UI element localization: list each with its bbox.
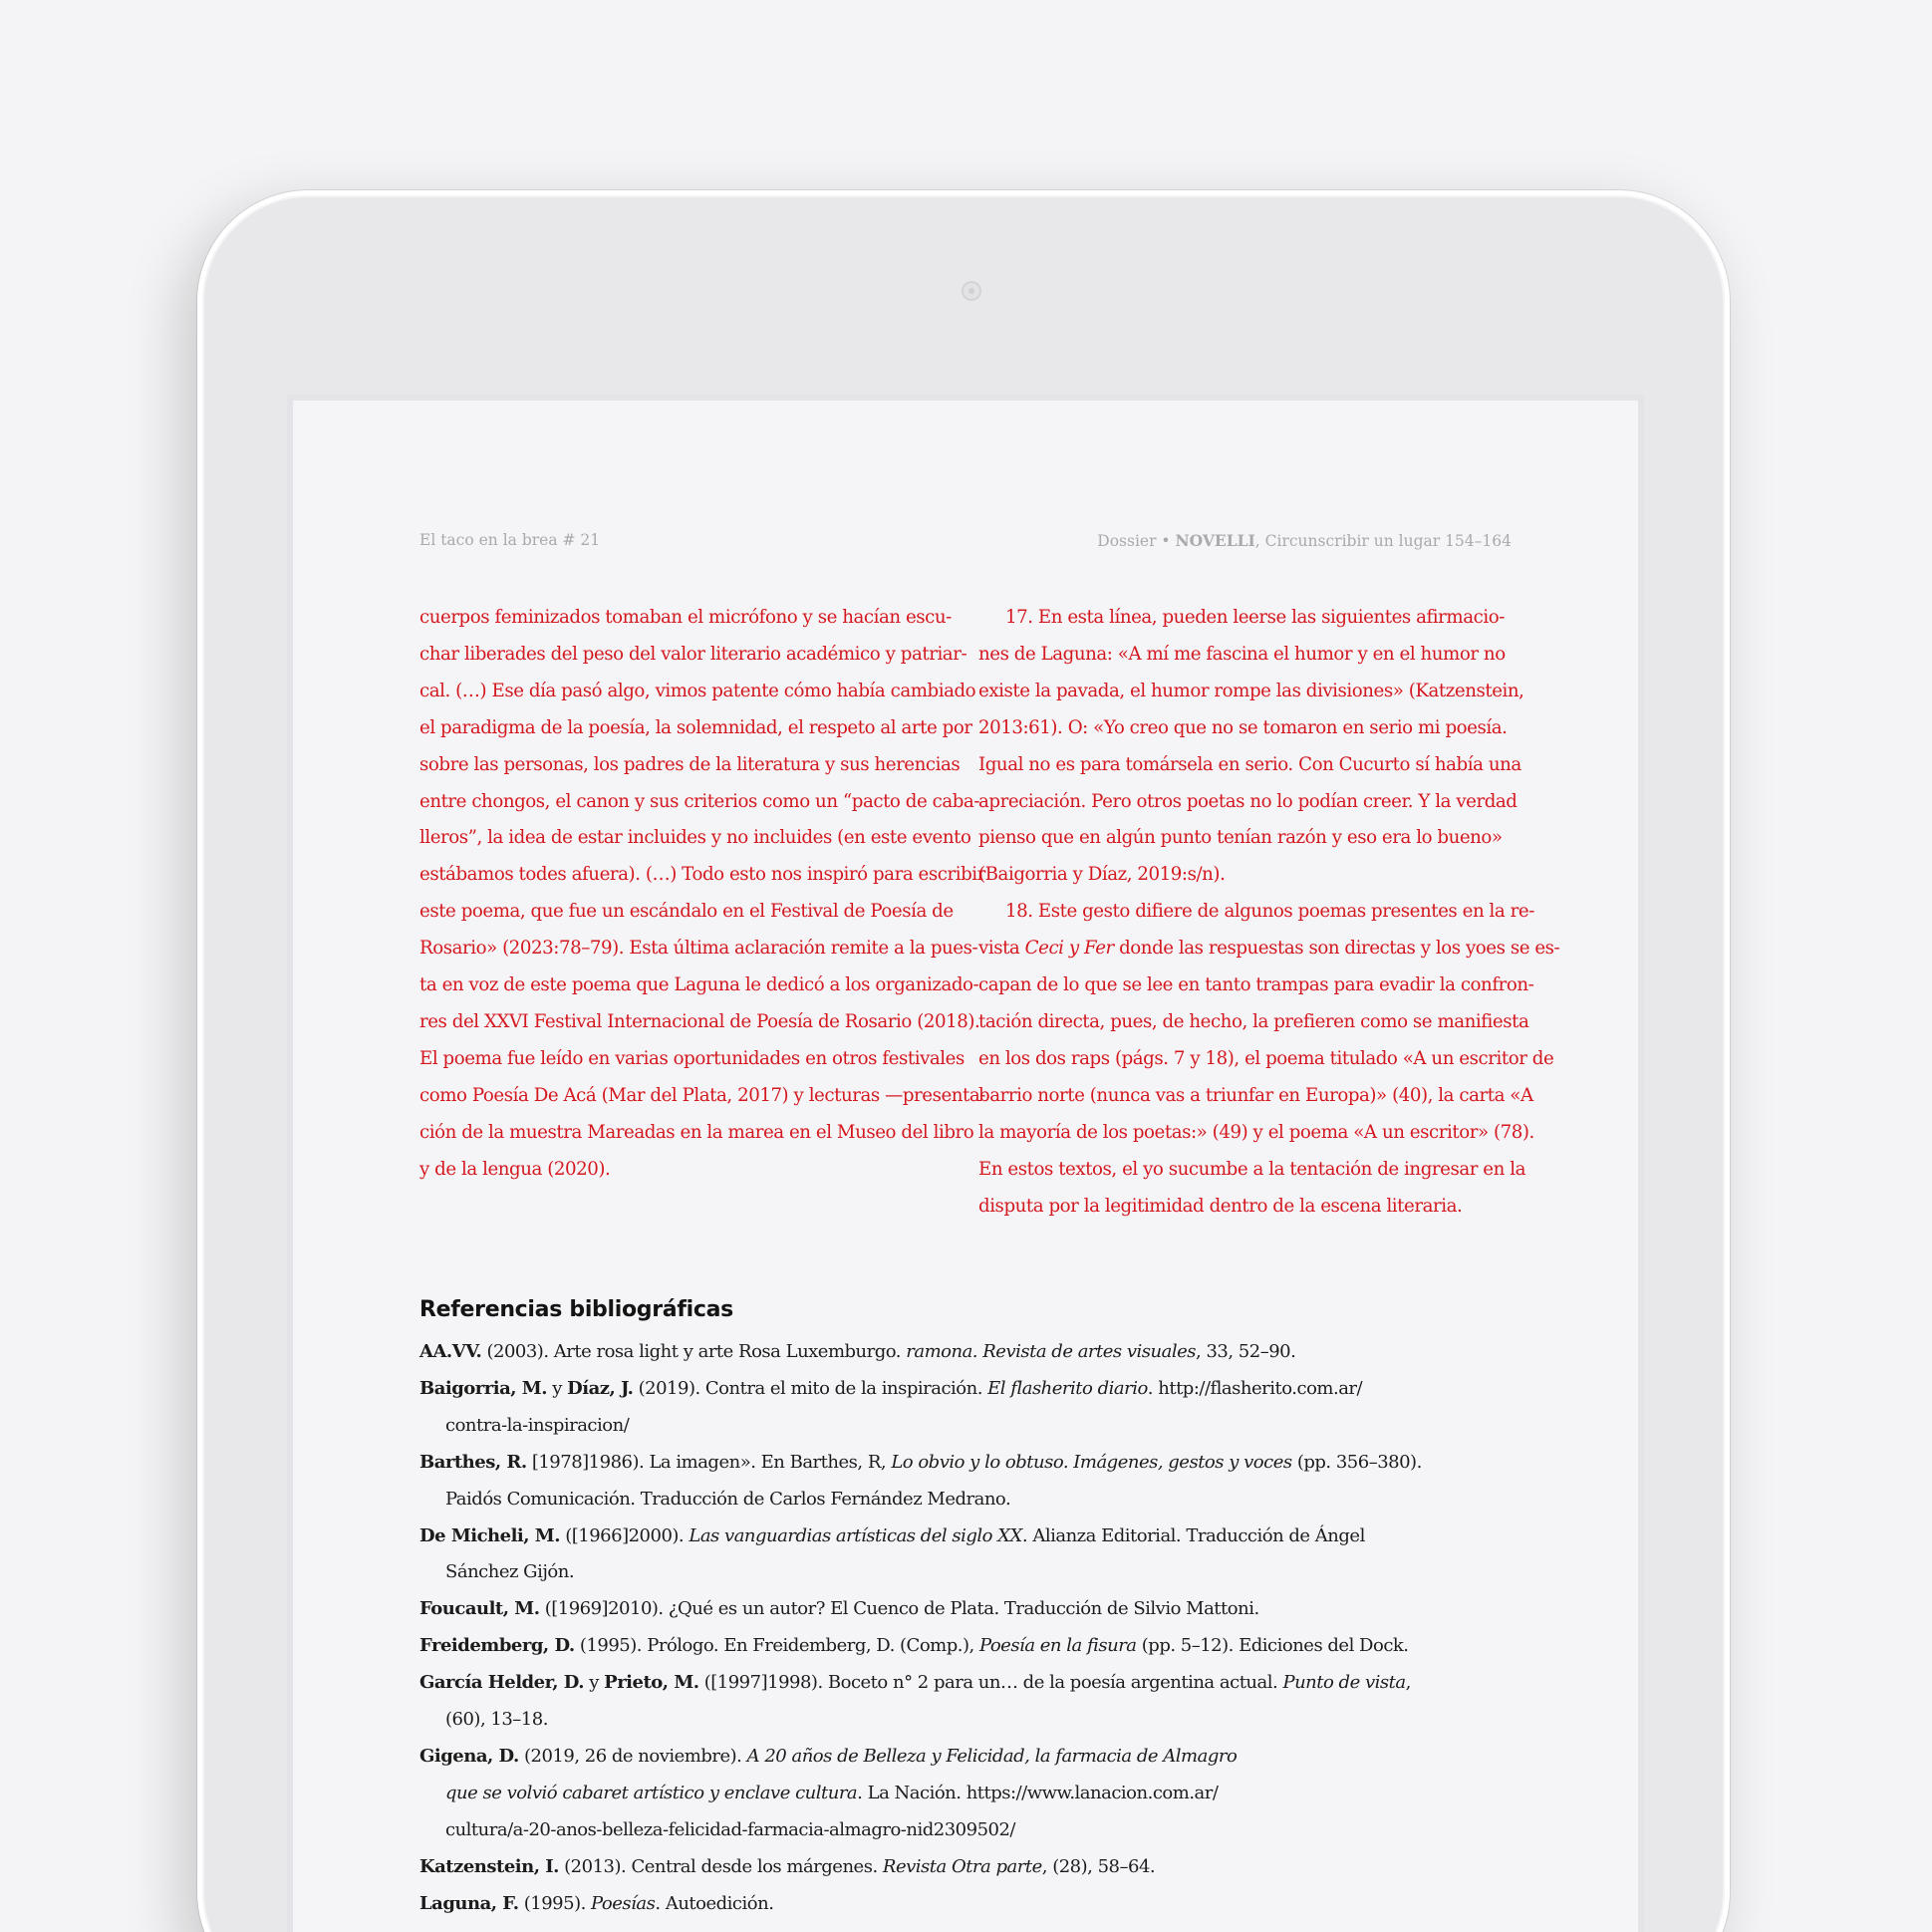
reference-line: [419, 1554, 1376, 1591]
reference-text: . Autoedición.: [655, 1892, 774, 1914]
reference-line: [419, 1739, 1376, 1776]
reference-line: [419, 1849, 1376, 1886]
reference-text: (1995).: [518, 1892, 592, 1914]
text-line: entre chongos, el canon y sus criterios como un “pacto de caba-: [419, 790, 980, 812]
author-name: NOVELLI: [1175, 531, 1255, 550]
text-line: nes de Laguna: «A mí me fascina el humor y en el humor no: [978, 643, 1506, 665]
text-line: tación directa, pues, de hecho, la prefieren como se manifiesta: [978, 1010, 1529, 1032]
article-title: , Circunscribir un lugar 154–164: [1254, 532, 1512, 550]
reference-text: y: [584, 1672, 605, 1694]
text-line: ta en voz de este poema que Laguna le dedicó a los organizado-: [419, 974, 979, 996]
reference-italic: Poesía en la fisura: [978, 1635, 1137, 1657]
text-line: existe la pavada, el humor rompe las divisiones» (Katzenstein,: [978, 680, 1524, 701]
reference-text: (2003). Arte rosa light y arte Rosa Luxemburgo.: [481, 1341, 907, 1362]
italic-title: Ceci y Fer: [1024, 938, 1114, 960]
text-line: pienso que en algún punto tenían razón y eso era lo bueno»: [978, 827, 1503, 849]
text-line: apreciación. Pero otros poetas no lo podían creer. Y la verdad: [978, 790, 1518, 812]
reference-text: . http://flasherito.com.ar/: [1147, 1377, 1363, 1399]
text-line: res del XXVI Festival Internacional de Poesía de Rosario (2018).: [419, 1010, 980, 1032]
footnote-17: 17. En esta línea, pueden leerse las siguientes afirmacio-: [1005, 607, 1505, 628]
reference-text: ([1969]2010). ¿Qué es un autor? El Cuenco de Plata. Traducción de Silvio Mattoni.: [539, 1598, 1259, 1620]
reference-italic: A 20 años de Belleza y Felicidad, la farmacia de Almagro: [746, 1745, 1238, 1767]
text-line: y de la lengua (2020).: [419, 1158, 611, 1180]
reference-text: cultura/a-20-anos-belleza-felicidad-farmacia-almagro-nid2309502/: [445, 1818, 1015, 1840]
text-line: estábamos todes afuera). (…) Todo esto nos inspiró para escribir: [419, 864, 985, 886]
text-line: disputa por la legitimidad dentro de la escena literaria.: [978, 1195, 1463, 1217]
reference-line: [419, 1518, 1376, 1555]
references-heading: Referencias bibliográficas: [419, 1297, 733, 1322]
reference-line: [419, 1665, 1411, 1702]
reference-text: (2019). Contra el mito de la inspiración.: [633, 1377, 988, 1399]
text-line: El poema fue leído en varias oportunidades en otros festivales: [419, 1047, 965, 1069]
text-line: capan de lo que se lee en tanto trampas para evadir la confron-: [978, 974, 1534, 996]
reference-author: Foucault, M.: [419, 1598, 540, 1620]
reference-author: Gigena, D.: [419, 1745, 519, 1767]
reference-text: , 33, 52–90.: [1196, 1341, 1296, 1362]
text-line: como Poesía De Acá (Mar del Plata, 2017) y lecturas —presenta-: [419, 1084, 985, 1106]
reference-italic: Punto de vista: [1282, 1672, 1406, 1694]
text-line: lleros”, la idea de estar incluides y no incluides (en este evento: [419, 827, 971, 849]
text-line: cuerpos feminizados tomaban el micrófono y se hacían escu-: [419, 607, 952, 628]
reference-line: [419, 1408, 1376, 1445]
reference-author: Freidemberg, D.: [419, 1635, 575, 1657]
reference-line: [419, 1591, 1376, 1628]
reference-italic: que se volvió cabaret artístico y enclave cultura: [445, 1782, 858, 1803]
text-line: ción de la muestra Mareadas en la marea en el Museo del libro: [419, 1121, 974, 1143]
references-list: [419, 1334, 1422, 1923]
text-line: este poema, que fue un escándalo en el Festival de Poesía de: [419, 901, 954, 923]
right-column: [978, 600, 1560, 1225]
reference-text: Paidós Comunicación. Traducción de Carlos Fernández Medrano.: [445, 1488, 1011, 1510]
tablet-screen: [293, 401, 1638, 1932]
reference-line: [419, 1886, 1376, 1923]
left-column: [419, 600, 985, 1189]
text-line: el paradigma de la poesía, la solemnidad, el respeto al arte por: [419, 716, 972, 738]
article-header: [1097, 531, 1512, 550]
camera-icon: [962, 281, 981, 301]
reference-text: (pp. 5–12). Ediciones del Dock.: [1136, 1635, 1409, 1657]
reference-text: [1978]1986). La imagen». En Barthes, R,: [526, 1451, 892, 1473]
reference-text: ([1997]1998). Boceto n° 2 para un… de la poesía argentina actual.: [698, 1672, 1283, 1694]
text-run: donde las respuestas son directas y los yoes se es-: [1113, 938, 1560, 960]
reference-author: Baigorria, M.: [419, 1377, 547, 1399]
running-head: [419, 531, 1512, 555]
reference-line: [419, 1702, 1376, 1739]
reference-line: [419, 1776, 1376, 1812]
reference-line: [419, 1334, 1376, 1371]
reference-text: ([1966]2000).: [560, 1524, 690, 1546]
reference-author: AA.VV.: [419, 1341, 482, 1362]
reference-italic: ramona. Revista de artes visuales: [906, 1341, 1197, 1362]
reference-text: (2019, 26 de noviembre).: [518, 1745, 747, 1767]
document-page: [293, 401, 1638, 1932]
reference-author: Prieto, M.: [604, 1672, 699, 1694]
reference-text: (pp. 356–380).: [1291, 1451, 1422, 1473]
text-line: cal. (…) Ese día pasó algo, vimos patente cómo había cambiado: [419, 680, 976, 701]
text-line: barrio norte (nunca vas a triunfar en Europa)» (40), la carta «A: [978, 1084, 1533, 1106]
text-line: (Baigorria y Díaz, 2019:s/n).: [978, 864, 1226, 886]
reference-italic: Las vanguardias artísticas del siglo XX: [689, 1524, 1022, 1546]
reference-text: ,: [1405, 1672, 1411, 1694]
reference-author: Katzenstein, I.: [419, 1855, 559, 1877]
reference-italic: Poesías: [591, 1892, 656, 1914]
text-line: Igual no es para tomársela en serio. Con Cucurto sí había una: [978, 753, 1521, 775]
reference-line: [419, 1482, 1376, 1518]
reference-text: . Alianza Editorial. Traducción de Ángel: [1021, 1524, 1365, 1546]
text-run: vista: [978, 938, 1025, 960]
reference-author: Barthes, R.: [419, 1451, 527, 1473]
text-line: 2013:61). O: «Yo creo que no se tomaron en serio mi poesía.: [978, 716, 1508, 738]
journal-title: El taco en la brea # 21: [419, 531, 601, 549]
reference-author: De Micheli, M.: [419, 1524, 560, 1546]
reference-italic: El flasherito diario: [987, 1377, 1148, 1399]
reference-text: , (28), 58–64.: [1041, 1855, 1156, 1877]
reference-line: [419, 1812, 1376, 1849]
text-line: Rosario» (2023:78–79). Esta última aclaración remite a la pues-: [419, 938, 978, 960]
reference-author: Laguna, F.: [419, 1892, 519, 1914]
text-line: en los dos raps (págs. 7 y 18), el poema titulado «A un escritor de: [978, 1047, 1554, 1069]
text-line: la mayoría de los poetas:» (49) y el poema «A un escritor» (78).: [978, 1121, 1534, 1143]
text-line: sobre las personas, los padres de la literatura y sus herencias: [419, 753, 961, 775]
text-line: [978, 931, 1560, 967]
reference-text: (2013). Central desde los márgenes.: [558, 1855, 883, 1877]
reference-text: y: [547, 1377, 568, 1399]
reference-line: [419, 1445, 1422, 1482]
reference-text: (60), 13–18.: [445, 1709, 548, 1731]
reference-text: Sánchez Gijón.: [445, 1561, 575, 1583]
section-label: Dossier •: [1097, 532, 1176, 550]
reference-line: [419, 1628, 1409, 1665]
reference-italic: Lo obvio y lo obtuso. Imágenes, gestos y voces: [891, 1451, 1292, 1473]
reference-italic: Revista Otra parte: [882, 1855, 1042, 1877]
reference-text: . La Nación. https://www.lanacion.com.ar/: [857, 1782, 1219, 1803]
reference-author: Díaz, J.: [567, 1377, 634, 1399]
footnote-18: 18. Este gesto difiere de algunos poemas presentes en la re-: [1005, 901, 1534, 923]
text-line: char liberades del peso del valor literario académico y patriar-: [419, 643, 967, 665]
reference-text: (1995). Prólogo. En Freidemberg, D. (Comp.),: [574, 1635, 979, 1657]
reference-text: contra-la-inspiracion/: [445, 1414, 630, 1436]
reference-author: García Helder, D.: [419, 1672, 585, 1694]
reference-line: [419, 1371, 1376, 1408]
text-line: En estos textos, el yo sucumbe a la tentación de ingresar en la: [978, 1158, 1525, 1180]
